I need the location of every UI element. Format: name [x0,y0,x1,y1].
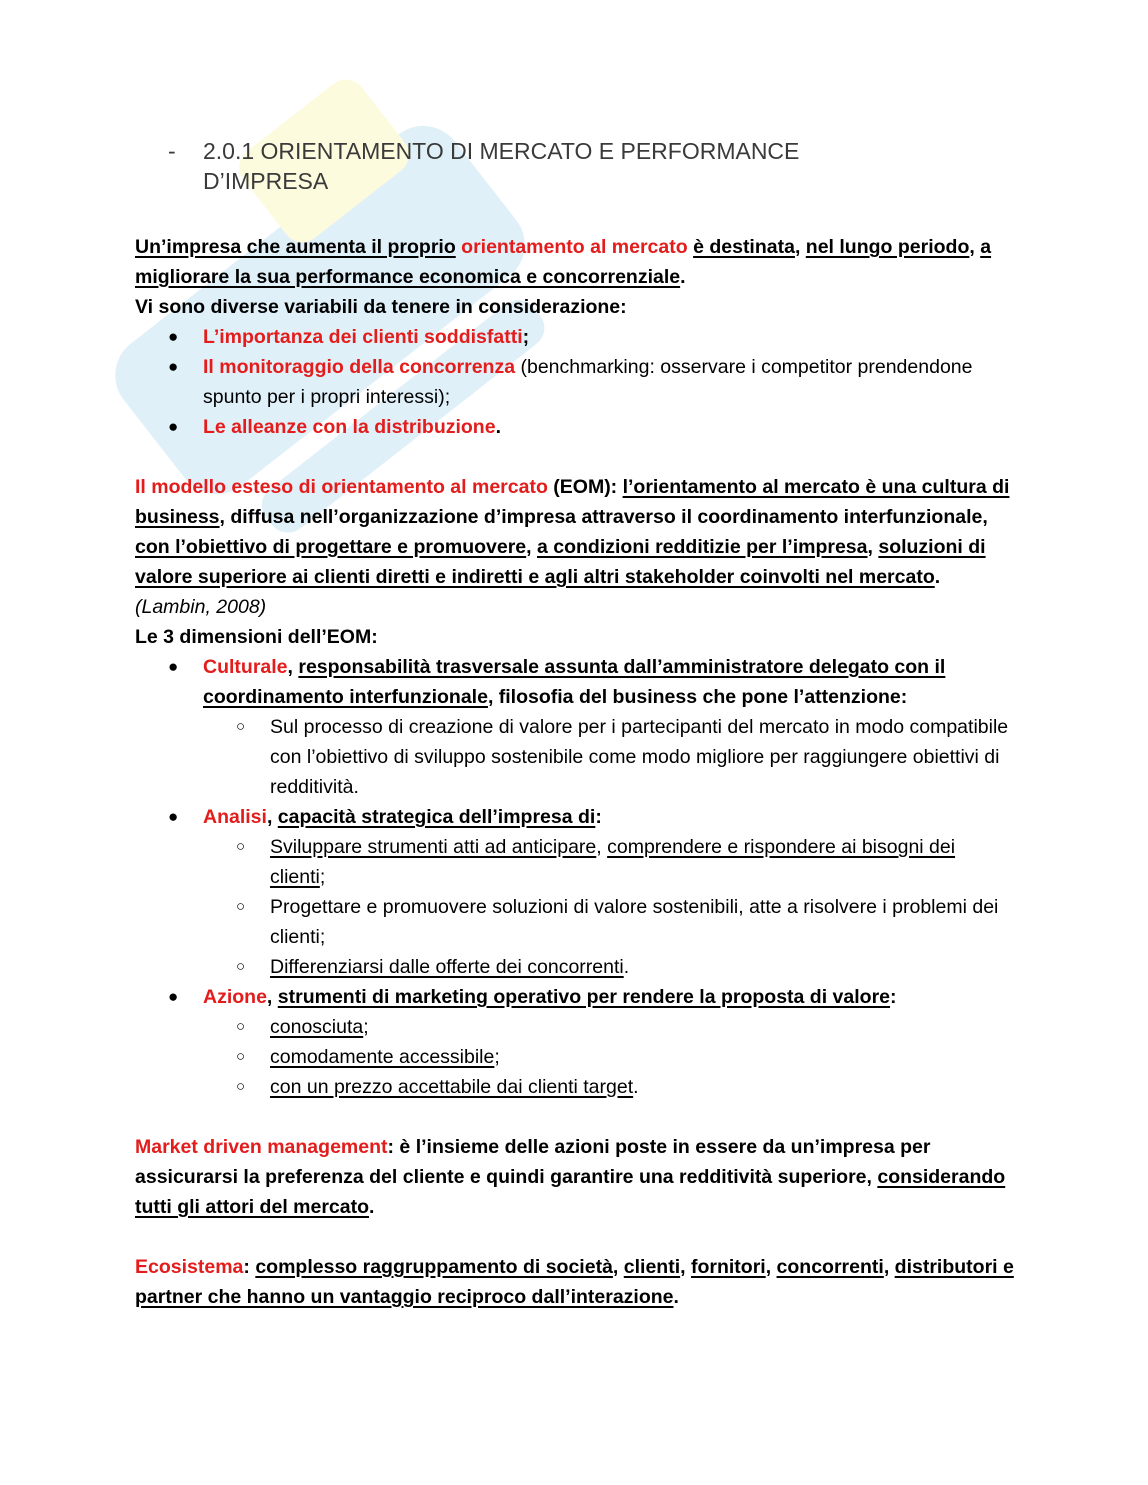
dimension-sep: , [266,806,278,828]
eom-acronym: (EOM): [547,476,623,498]
sub-item-u2: comprendere e rispondere ai bisogni dei clienti [270,836,956,888]
eom-red-term: Il modello esteso di orientamento al mercato [135,476,548,498]
list-item [135,802,1015,832]
eom-comma2: , [867,536,879,558]
list-item [135,712,1015,802]
mdm-text: : è l’insieme delle azioni poste in essere da un’impresa per assicurarsi la preferenza del cliente e quindi garantire una redditività superiore, [135,1136,931,1188]
intro-u4: a migliorare la sua performance economica e concorrenziale [135,236,992,288]
sub-item-end: . [633,1076,639,1098]
eco-u2: clienti [623,1256,681,1278]
bullet-red-term: L’importanza dei clienti soddisfatti [203,326,523,348]
sub-item-end: ; [494,1046,500,1068]
dimension-sep: , [266,986,278,1008]
sub-item-end: ; [319,866,326,888]
bullet-rest: . [495,416,501,438]
list-item [135,1012,1015,1042]
section-heading [168,136,928,196]
list-item [135,352,1015,412]
bullet-rest: ; [522,326,530,348]
list-item [135,322,1015,352]
dimension-underlined: capacità strategica dell’impresa di [277,806,596,828]
list-item [135,952,1015,982]
bullet-rest: (benchmarking: osservare i competitor prendendone spunto per i propri interessi); [203,356,973,408]
eom-text1: , diffusa nell’organizzazione d’impresa attraverso il coordinamento interfunzionale, [219,506,988,528]
sub-item-text: Sul processo di creazione di valore per i partecipanti del mercato in modo compatibile con l’obiettivo di sviluppo sostenibile come modo migliore per raggiungere obiettivi di redditività. [270,716,1009,798]
dimension-rest: , filosofia del business che pone l’attenzione: [487,686,908,708]
dimension-sep: , [287,656,299,678]
list-item [135,982,1015,1012]
eco-c4: , [883,1256,895,1278]
eom-comma1: , [526,536,537,558]
sub-item-u1: Sviluppare strumenti atti ad anticipare [270,836,597,858]
sub-item-end: . [623,956,630,978]
intro-comma2: , [969,236,981,258]
intro-comma1: , [794,236,806,258]
dimension-rest: : [595,806,602,828]
bullet-icon: ● [168,807,179,826]
circle-bullet-icon: ○ [236,838,246,855]
dimension-label: Analisi [203,806,267,828]
eco-u5: distributori e partner che hanno un vantaggio reciproco dall’interazione [135,1256,1014,1308]
sub-item-u1: conosciuta [270,1016,364,1038]
eco-u3: fornitori [690,1256,766,1278]
eom-u1: l’orientamento al mercato è una cultura di business [135,476,1010,528]
dimension-label: Culturale [203,656,288,678]
intro-u1: Un’impresa che aumenta il proprio [135,236,456,258]
eco-term: Ecosistema [135,1256,244,1278]
list-item [135,1072,1015,1102]
bullet-icon: ● [168,327,179,346]
eom-paragraph [135,472,1015,622]
intro-period: . [680,266,686,288]
dimension-label: Azione [203,986,267,1008]
circle-bullet-icon: ○ [236,1018,246,1035]
spacer [135,1222,1015,1252]
bullet-red-term: Le alleanze con la distribuzione [203,416,496,438]
ecosystem-paragraph [135,1252,1015,1312]
citation: (Lambin, 2008) [135,596,267,618]
eom-u3: a condizioni redditizie per l’impresa [537,536,868,558]
eom-u2: con l’obiettivo di progettare e promuovere [135,536,527,558]
eco-c3: , [765,1256,777,1278]
bullet-icon: ● [168,357,179,376]
dimension-rest: : [890,986,897,1008]
eco-sep: : [243,1256,256,1278]
dimension-underlined: strumenti di marketing operativo per rendere la proposta di valore [277,986,891,1008]
bullet-icon: ● [168,417,179,436]
list-item [135,832,1015,892]
list-item [135,1042,1015,1072]
sub-item-u1: comodamente accessibile [270,1046,495,1068]
bullet-icon: ● [168,987,179,1006]
circle-bullet-icon: ○ [236,1078,246,1095]
heading-dash: - [168,138,176,164]
eco-c2: , [680,1256,691,1278]
eco-end: . [673,1286,679,1308]
sub-item-text: Progettare e promuovere soluzioni di valore sostenibili, atte a risolvere i problemi dei clienti; [270,896,999,948]
bullet-icon: ● [168,657,179,676]
circle-bullet-icon: ○ [236,898,246,915]
list-item [135,892,1015,952]
eom-period: . [934,566,941,588]
spacer [135,442,1015,472]
intro-u2: è destinata [693,236,795,258]
dimension-underlined: responsabilità trasversale assunta dall’amministratore delegato con il coordinamento interfunzionale [203,656,946,708]
mdm-end: . [369,1196,375,1218]
eco-u4: concorrenti [776,1256,884,1278]
eom-u4: soluzioni di valore superiore ai clienti diretti e indiretti e agli altri stakeholder coinvolti nel mercato [135,536,986,588]
bullet-red-term: Il monitoraggio della concorrenza [203,356,516,378]
sub-item-comma: , [596,836,608,858]
circle-bullet-icon: ○ [236,958,246,975]
intro-paragraph [135,232,1015,292]
sub-item-u1: Differenziarsi dalle offerte dei concorrenti [270,956,624,978]
dimensions-title: Le 3 dimensioni dell’EOM: [135,626,378,648]
mdm-underlined: considerando tutti gli attori del mercato [135,1166,1006,1218]
document-body [135,232,1015,1312]
eco-c1: , [612,1256,624,1278]
intro-u3: nel lungo periodo [805,236,970,258]
eco-u1: complesso raggruppamento di società [255,1256,613,1278]
circle-bullet-icon: ○ [236,718,246,735]
variables-line: Vi sono diverse variabili da tenere in considerazione: [135,296,627,318]
mdm-term: Market driven management [135,1136,388,1158]
mdm-paragraph [135,1132,1015,1222]
circle-bullet-icon: ○ [236,1048,246,1065]
sub-item-end: ; [363,1016,369,1038]
list-item [135,652,1015,712]
list-item [135,412,1015,442]
intro-red-term: orientamento al mercato [461,236,688,258]
sub-item-u1: con un prezzo accettabile dai clienti target [270,1076,634,1098]
spacer [135,1102,1015,1132]
heading-text: 2.0.1 ORIENTAMENTO DI MERCATO E PERFORMANCE D’IMPRESA [203,138,800,194]
